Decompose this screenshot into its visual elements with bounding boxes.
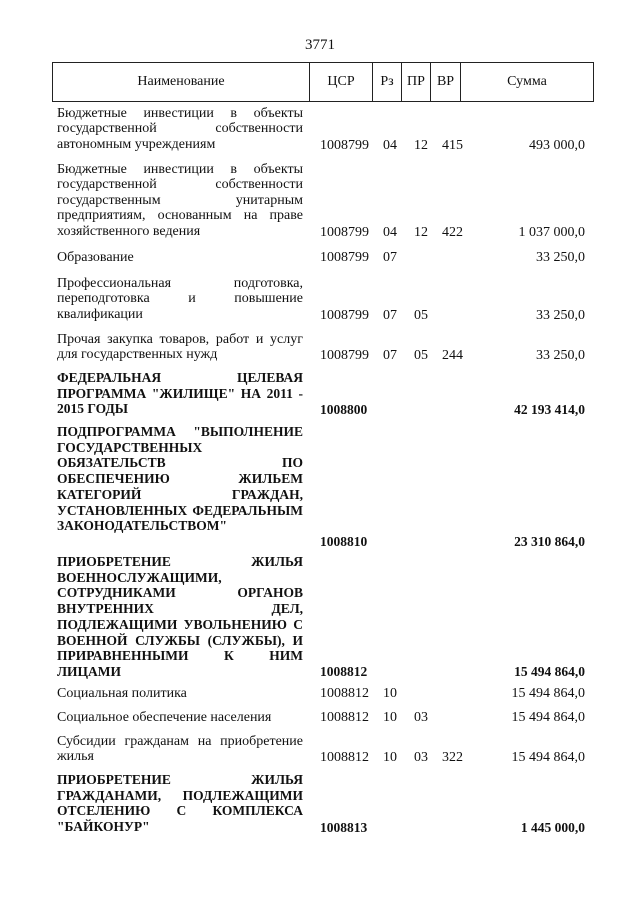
row-sum: 15 494 864,0	[514, 664, 585, 679]
row-name: Профессиональная подготовка, переподготовка и повышение квалификации	[57, 276, 303, 322]
row-code: 1008812	[320, 710, 369, 725]
header-sum: Сумма	[507, 74, 547, 89]
row-sum: 15 494 864,0	[511, 686, 585, 701]
row-rz: 04	[383, 138, 397, 153]
row-pr: 03	[414, 710, 428, 725]
row-sum: 42 193 414,0	[514, 402, 585, 417]
row-name: ПРИОБРЕТЕНИЕ ЖИЛЬЯ ГРАЖДАНАМИ, ПОДЛЕЖАЩИМИ ОТСЕЛЕНИЮ С КОМПЛЕКСА "БАЙКОНУР"	[57, 772, 303, 835]
row-vr: 322	[442, 750, 463, 765]
row-rz: 10	[383, 686, 397, 701]
row-pr: 05	[414, 308, 428, 323]
row-sum: 33 250,0	[536, 348, 585, 363]
header-csr: ЦСР	[310, 63, 373, 101]
row-vr: 415	[442, 138, 463, 153]
row-sum: 33 250,0	[536, 250, 585, 265]
row-sum: 33 250,0	[536, 308, 585, 323]
row-name: Бюджетные инвестиции в объекты государственной собственности государственным унитарным предприятиям, основанным на праве хозяйственного ведения	[57, 162, 303, 239]
row-rz: 07	[383, 308, 397, 323]
row-code: 1008799	[320, 138, 369, 153]
header-pr: ПР	[402, 63, 431, 101]
row-sum: 15 494 864,0	[511, 710, 585, 725]
row-rz: 04	[383, 225, 397, 240]
row-name: Бюджетные инвестиции в объекты государственной собственности автономным учреждениям	[57, 106, 303, 152]
row-pr: 12	[414, 138, 428, 153]
row-pr: 05	[414, 348, 428, 363]
row-sum: 15 494 864,0	[511, 750, 585, 765]
row-sum: 1 037 000,0	[518, 225, 585, 240]
row-code: 1008799	[320, 250, 369, 265]
row-sum: 1 445 000,0	[520, 820, 585, 835]
row-vr: 422	[442, 225, 463, 240]
row-rz: 10	[383, 750, 397, 765]
header-rz: Рз	[373, 63, 402, 101]
row-code: 1008812	[320, 664, 368, 679]
row-sum: 493 000,0	[529, 138, 585, 153]
row-name: ПРИОБРЕТЕНИЕ ЖИЛЬЯ ВОЕННОСЛУЖАЩИМИ, СОТРУДНИКАМИ ОРГАНОВ ВНУТРЕННИХ ДЕЛ, ПОДЛЕЖАЩИМИ УВОЛЬНЕНИЮ С ВОЕННОЙ СЛУЖБЫ (СЛУЖБЫ), И ПРИРАВНЕННЫМИ К НИМ ЛИЦАМИ	[57, 554, 303, 679]
page-number: 3771	[305, 37, 335, 53]
row-pr: 12	[414, 225, 428, 240]
row-vr: 244	[442, 348, 463, 363]
row-code: 1008800	[320, 402, 368, 417]
row-code: 1008799	[320, 348, 369, 363]
row-name: Образование	[57, 250, 134, 265]
row-rz: 07	[383, 348, 397, 363]
row-rz: 10	[383, 710, 397, 725]
header-vr: ВР	[431, 63, 461, 101]
row-name: Социальная политика	[57, 686, 187, 701]
row-code: 1008810	[320, 534, 368, 549]
row-name: ФЕДЕРАЛЬНАЯ ЦЕЛЕВАЯ ПРОГРАММА "ЖИЛИЩЕ" НА 2011 - 2015 ГОДЫ	[57, 370, 303, 417]
row-code: 1008812	[320, 750, 369, 765]
row-name: Социальное обеспечение населения	[57, 710, 272, 725]
row-name: Прочая закупка товаров, работ и услуг для государственных нужд	[57, 332, 303, 363]
row-code: 1008812	[320, 686, 369, 701]
row-code: 1008799	[320, 225, 369, 240]
row-rz: 07	[383, 250, 397, 265]
row-sum: 23 310 864,0	[514, 534, 585, 549]
row-code: 1008813	[320, 820, 368, 835]
row-code: 1008799	[320, 308, 369, 323]
row-name: Субсидии гражданам на приобретение жилья	[57, 734, 303, 765]
row-pr: 03	[414, 750, 428, 765]
row-name: ПОДПРОГРАММА "ВЫПОЛНЕНИЕ ГОСУДАРСТВЕННЫХ ОБЯЗАТЕЛЬСТВ ПО ОБЕСПЕЧЕНИЮ ЖИЛЬЕМ КАТЕГОРИЙ ГРАЖДАН, УСТАНОВЛЕННЫХ ФЕДЕРАЛЬНЫМ ЗАКОНОДАТЕЛЬСТВОМ"	[57, 424, 303, 534]
header-name: Наименование	[53, 63, 310, 101]
